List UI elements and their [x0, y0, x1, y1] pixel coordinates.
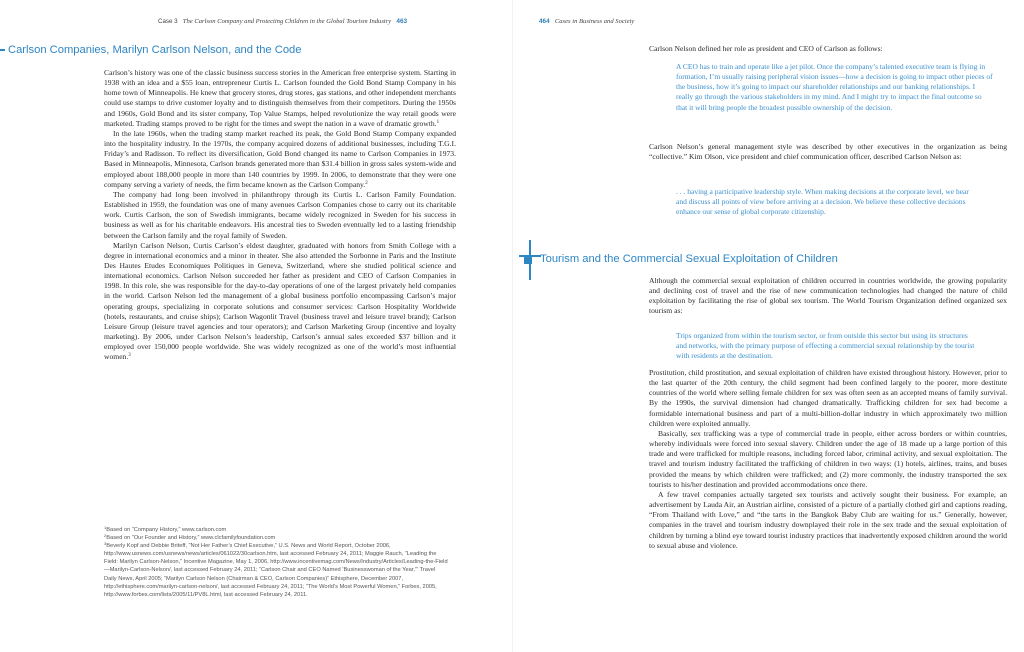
block-quote-ceo: A CEO has to train and operate like a jet pilot. Once the company’s talented executive team is flying in formation, I’m usually raising peripheral vision issues—how a decision is going to impact other pieces of the business, how it’s going to impact our shareholder relationships and our banking relationships. I really go through the various stakeholders in my mind. And I might try to impact the final outcome so that it will bring people the broadest possible ownership of the decision. — [676, 62, 993, 112]
running-header-left — [158, 18, 407, 25]
footnote: $^2$Based on “Our Founder and History,” www.clcfamilyfoundation.com — [104, 533, 276, 542]
footnote-ref: 2 — [365, 180, 368, 186]
paragraph: The company had long been involved in philanthropy through its Curtis L. Carlson Family Foundation. Established in 1959, the foundation was one of many avenues Carlson Companies chose to carry out its charitable work. Curtis Carlson, the son of Swedish immigrants, became widely recognized in Sweden for his success in business as well as for his charitable endeavors. His ancestral ties to Sweden eventually led to a lasting friendship between the Carlson family and the royal family of Sweden. — [104, 189, 456, 240]
intro-paragraph-style: Carlson Nelson’s general management style was described by other executives in the organization as being “collective.” Kim Olson, vice president and chief communication officer, described Carlson Nelson as: — [649, 142, 1007, 162]
running-title-right: Cases in Business and Society — [554, 18, 635, 25]
paragraph: In the late 1960s, when the trading stamp market reached its peak, the Gold Bond Stamp Company expanded into the hospitality industry. In the 1970s, the company acquired dozens of additional businesses, including T.G.I. Friday’s and Radisson. To reflect its diversification, Gold Bond changed its name to Carlson Companies in 1973. Based in Minneapolis, Minnesota, Carlson brands generated more than $31.4 billion in gross sales system-wide and employed about 188,000 people in more than 140 countries by 1999. In 2006, to demonstrate that they were one company serving a variety of needs, the firm became known as the Carlson Company.$^2$ — [104, 128, 456, 189]
paragraph: Basically, sex trafficking was a type of commercial trade in people, either across borders or within countries, whereby individuals were forced into sexual slavery. Children under the age of 18 made up a large portion of this trade and were trafficked for multiple reasons, including forced labor, criminal activity, and sexual exploitation. The travel and tourism industry facilitated the trafficking of children in two ways: (1) hotels, airlines, trains, and buses provided the means by which children were trafficked; and (2) more commonly, the industry transported the sex tourists to his/her destination and provided accommodations once there. — [649, 428, 1007, 489]
section-heading-carlson: Carlson Companies, Marilyn Carlson Nelson, and the Code — [0, 44, 302, 56]
case-label: Case 3 — [158, 18, 178, 25]
page-number-left: 463 — [396, 18, 408, 25]
footnotes — [104, 526, 449, 599]
paragraph: Prostitution, child prostitution, and sexual exploitation of children have existed throughout history. However, prior to the last quarter of the 20th century, the child segment had been confined largely to the poorer, more destitute countries of the world where selling female children for sex was often seen as an accepted means of family survival. By the 1990s, the survival dimension had changed dramatically. Trafficking children for sex had become a formidable international business and part of a multi-billion-dollar industry in which approximately two million children were exploited annually. — [649, 368, 1007, 428]
running-title-left: The Carlson Company and Protecting Children in the Global Tourism Industry — [182, 18, 392, 25]
right-body-text — [649, 368, 1007, 551]
block-quote-leadership: . . . having a participative leadership style. When making decisions at the corporate level, we hear and discuss all points of view before arriving at a decision. We believe these collective decisions enhance our sense of global corporate citizenship. — [676, 187, 969, 217]
heading-rule-icon — [0, 49, 5, 51]
paragraph: Carlson’s history was one of the classic business success stories in the American free enterprise system. Starting in 1938 with an idea and a $55 loan, entrepreneur Curtis L. Carlson founded the Gold Bond Stamp Company in his home town of Minneapolis. He knew that grocery stores, drug stores, gas stations, and other independent merchants could use stamps to drive customer loyalty and to distinguish themselves from their competitors. During the 1950s and 1960s, Gold Bond and its sister company, Top Value Stamps, helped revolutionize the way retail goods were marketed. Trading stamps proved to be right for the times and swept the nation in a wave of dramatic growth.$^1$ — [104, 68, 456, 128]
paragraph-tourism-intro: Although the commercial sexual exploitation of children occurred in countries worldwide, the growing popularity and declining cost of travel and the rise of new communication technologies had changed the nature of child exploitation by facilitating the rise of global sex tourism. The World Tourism Organization defined organized sex tourism as: — [649, 276, 1007, 316]
section-marker-square — [524, 256, 532, 264]
section-heading-tourism: Tourism and the Commercial Sexual Exploitation of Children — [540, 253, 838, 265]
paragraph: A few travel companies actually targeted sex tourists and actively sought their business. For example, an advertisement by Lauda Air, an Austrian airline, consisted of a picture of a partially clothed girl and captions reading, “From Thailand with Love,” and “the tarts in the Bangkok Baby Club are waiting for us.” Generally, however, companies in the travel and tourism industry downplayed their role in the sex trade and the sexual exploitation of children by turning a blind eye toward tourist industry practices that inadvertently exposed children around the world to sexual abuse and violence. — [649, 489, 1007, 550]
footnote-ref: 1 — [436, 119, 440, 125]
intro-paragraph-role: Carlson Nelson defined her role as president and CEO of Carlson as follows: — [649, 44, 883, 53]
page-number-right: 464 — [539, 18, 550, 25]
paragraph: Marilyn Carlson Nelson, Curtis Carlson’s eldest daughter, graduated with honors from Smith College with a degree in international economics and a minor in theater. She also attended the Sorbonne in Paris and the Institute Des Hautes Etudes Economiques Politiques in Geneva, Switzerland, where she studied political science and international economics. Carlson Nelson succeeded her father as president and CEO of Carlson Companies in 1998. In this role, she was responsible for the day-to-day operations of one of the largest privately held companies in the world. Carlson Nelson led the management of a global business portfolio encompassing Carlson’s major operating groups, specializing in corporate solutions and consumer services: Carlson Hospitality Worldwide (hotels, restaurants, and cruise ships); Carlson Wagonlit Travel (business travel and leisure travel brand); Carlson Leisure Group (leisure travel agencies and tour operators); and Carlson Marketing Group (incentive and loyalty marketing). By 2006, under Carlson Nelson’s leadership, Carlson’s annual sales exceeded $37 billion and it employed over 150,000 people worldwide. She was widely recognized as one of the world’s most influential women.$^3$ — [104, 240, 456, 362]
running-header-right — [539, 18, 634, 25]
footnote: $^1$Based on “Company History,” www.carlson.com — [104, 525, 227, 533]
left-body-text — [104, 68, 456, 363]
block-quote-wto: Trips organized from within the tourism sector, or from outside this sector but using its structures and networks, with the primary purpose of effecting a commercial sexual relationship by the tourist with residents at the destination. — [676, 331, 975, 361]
footnote: $^3$Beverly Kopf and Debbie Briteff, “Not Her Father’s Chief Executive,” U.S. News and World Report, October 2006, http://www.usnews.com/usnews/news/articles/061022/30carlson.htm, last accessed February 24, 2011; Maggie Rauch, “Leading the Field: Marilyn Carlson-Nelson,” Incentive Magazine, May 1, 2006, http://www.incentivemag.com/News/Industry/Articles/Leading-the-Field—Marilyn-Carlson-Nelson/, last accessed February 24, 2011; “Carlson Chair and CEO Named ‘Businesswoman of the Year,’” Travel Daily News, April 2005; “Marilyn Carlson Nelson (Chairman & CEO, Carlson Companies)” Ethisphere, December 2007, http://ethisphere.com/marilyn-carlson-nelson/, last accessed February 24, 2011; “The World’s Most Powerful Women,” Forbes, 2005, http://www.forbes.com/lists/2005/11/PV8L.html, last accessed February 24, 2011. — [104, 541, 448, 598]
footnote-ref: 3 — [128, 353, 131, 359]
page-gutter — [512, 0, 513, 652]
